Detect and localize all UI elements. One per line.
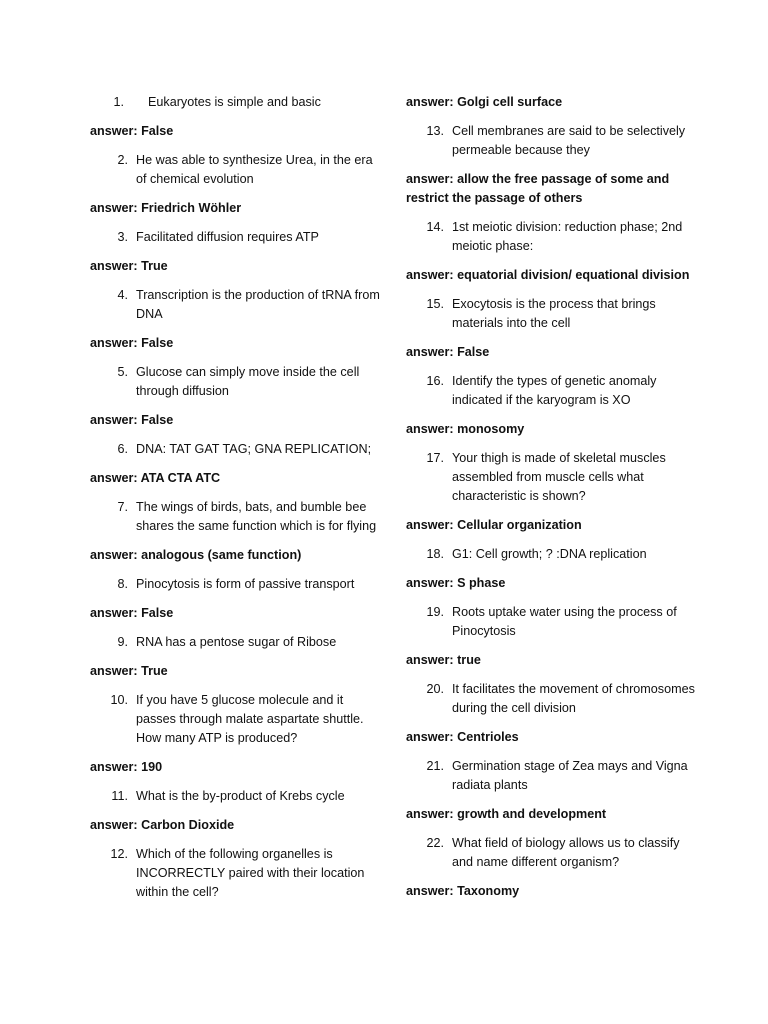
answer: answer: True: [90, 259, 168, 273]
question: [406, 218, 696, 256]
answer: answer: Centrioles: [406, 730, 519, 744]
question: [406, 603, 696, 641]
question-text: G1: Cell growth; ? :DNA replication: [452, 547, 647, 561]
question: [90, 440, 380, 459]
question-text: He was able to synthesize Urea, in the era of chemical evolution: [136, 153, 373, 186]
qa-item: [406, 449, 696, 535]
question: [90, 498, 380, 536]
question-text: Facilitated diffusion requires ATP: [136, 230, 319, 244]
question-text: Exocytosis is the process that brings materials into the cell: [452, 297, 656, 330]
qa-item: [90, 93, 380, 141]
qa-item: [406, 834, 696, 901]
question-number: 1.: [113, 95, 124, 109]
question: [406, 545, 696, 564]
question: [90, 633, 380, 652]
question: [90, 575, 380, 594]
question-number: 8.: [117, 577, 128, 591]
question-text: Pinocytosis is form of passive transport: [136, 577, 355, 591]
answer: answer: False: [406, 345, 490, 359]
question-number: 9.: [117, 635, 128, 649]
question-text: DNA: TAT GAT TAG; GNA REPLICATION;: [136, 442, 372, 456]
answer: answer: Cellular organization: [406, 518, 582, 532]
answer: answer: Taxonomy: [406, 884, 520, 898]
question-number: 5.: [117, 365, 128, 379]
question-number: 2.: [117, 153, 128, 167]
qa-item: [406, 93, 696, 112]
qa-item: [90, 440, 380, 488]
answer: answer: true: [406, 653, 481, 667]
question-number: 4.: [117, 288, 128, 302]
question-text: Your thigh is made of skeletal muscles assembled from muscle cells what characteristic is shown?: [452, 451, 666, 503]
qa-item: [90, 363, 380, 430]
question-text: Identify the types of genetic anomaly indicated if the karyogram is XO: [452, 374, 657, 407]
question-text: Germination stage of Zea mays and Vigna radiata plants: [452, 759, 688, 792]
answer: answer: Golgi cell surface: [406, 95, 563, 109]
question: [90, 787, 380, 806]
answer: answer: equatorial division/ equational division: [406, 268, 690, 282]
qa-item: [406, 295, 696, 362]
question: [90, 93, 380, 112]
answer: answer: monosomy: [406, 422, 525, 436]
qa-item: [90, 228, 380, 276]
question: [90, 286, 380, 324]
answer: answer: 190: [90, 760, 163, 774]
question-text: Which of the following organelles is INCORRECTLY paired with their location within the cell?: [136, 847, 365, 899]
question-text: 1st meiotic division: reduction phase; 2nd meiotic phase:: [452, 220, 683, 253]
qa-item: [90, 286, 380, 353]
question-number: 12.: [110, 847, 128, 861]
question-number: 10.: [110, 693, 128, 707]
answer: answer: Carbon Dioxide: [90, 818, 235, 832]
question: [406, 295, 696, 333]
qa-item: [406, 757, 696, 824]
question-text: If you have 5 glucose molecule and it passes through malate aspartate shuttle. How many ATP is produced?: [136, 693, 364, 745]
question-number: 11.: [111, 789, 128, 803]
answer: answer: growth and development: [406, 807, 607, 821]
answer: answer: True: [90, 664, 168, 678]
answer: answer: analogous (same function): [90, 548, 302, 562]
answer: answer: S phase: [406, 576, 506, 590]
question-number: 17.: [426, 451, 444, 465]
question-number: 3.: [117, 230, 128, 244]
question: [406, 834, 696, 872]
question-text: The wings of birds, bats, and bumble bee shares the same function which is for flying: [136, 500, 377, 533]
question-number: 21.: [426, 759, 444, 773]
qa-item: [406, 603, 696, 670]
question-text: What is the by-product of Krebs cycle: [136, 789, 345, 803]
qa-item: [90, 575, 380, 623]
left-column: [90, 93, 380, 912]
question-text: Eukaryotes is simple and basic: [148, 95, 321, 109]
answer: answer: False: [90, 606, 174, 620]
qa-item: [90, 498, 380, 565]
right-column: [406, 93, 696, 911]
answer: answer: allow the free passage of some and restrict the passage of others: [406, 172, 670, 205]
question: [406, 372, 696, 410]
question-text: Glucose can simply move inside the cell through diffusion: [136, 365, 360, 398]
question: [90, 691, 380, 748]
qa-item: [406, 218, 696, 285]
qa-item: [406, 680, 696, 747]
question: [90, 363, 380, 401]
answer: answer: False: [90, 124, 174, 138]
answer: answer: False: [90, 413, 174, 427]
answer: answer: Friedrich Wöhler: [90, 201, 242, 215]
answer: answer: ATA CTA ATC: [90, 471, 221, 485]
question-text: Roots uptake water using the process of Pinocytosis: [452, 605, 677, 638]
qa-item: [406, 545, 696, 593]
question-number: 15.: [426, 297, 444, 311]
question-number: 14.: [426, 220, 444, 234]
qa-item: [90, 845, 380, 902]
question-number: 16.: [426, 374, 444, 388]
question-number: 22.: [426, 836, 444, 850]
qa-item: [406, 372, 696, 439]
question-number: 20.: [426, 682, 444, 696]
question: [406, 449, 696, 506]
qa-item: [90, 787, 380, 835]
question-text: What field of biology allows us to classify and name different organism?: [452, 836, 680, 869]
question-text: It facilitates the movement of chromosomes during the cell division: [452, 682, 695, 715]
question: [90, 228, 380, 247]
question-number: 18.: [426, 547, 444, 561]
answer: answer: False: [90, 336, 174, 350]
question-number: 6.: [117, 442, 128, 456]
question-number: 7.: [117, 500, 128, 514]
question-number: 19.: [426, 605, 444, 619]
qa-item: [90, 691, 380, 777]
qa-item: [90, 633, 380, 681]
question: [406, 680, 696, 718]
question-text: Cell membranes are said to be selectively permeable because they: [452, 124, 686, 157]
question: [406, 757, 696, 795]
question: [406, 122, 696, 160]
question-number: 13.: [426, 124, 444, 138]
question-text: Transcription is the production of tRNA from DNA: [136, 288, 380, 321]
question-text: RNA has a pentose sugar of Ribose: [136, 635, 337, 649]
qa-item: [90, 151, 380, 218]
question: [90, 151, 380, 189]
question: [90, 845, 380, 902]
qa-item: [406, 122, 696, 208]
